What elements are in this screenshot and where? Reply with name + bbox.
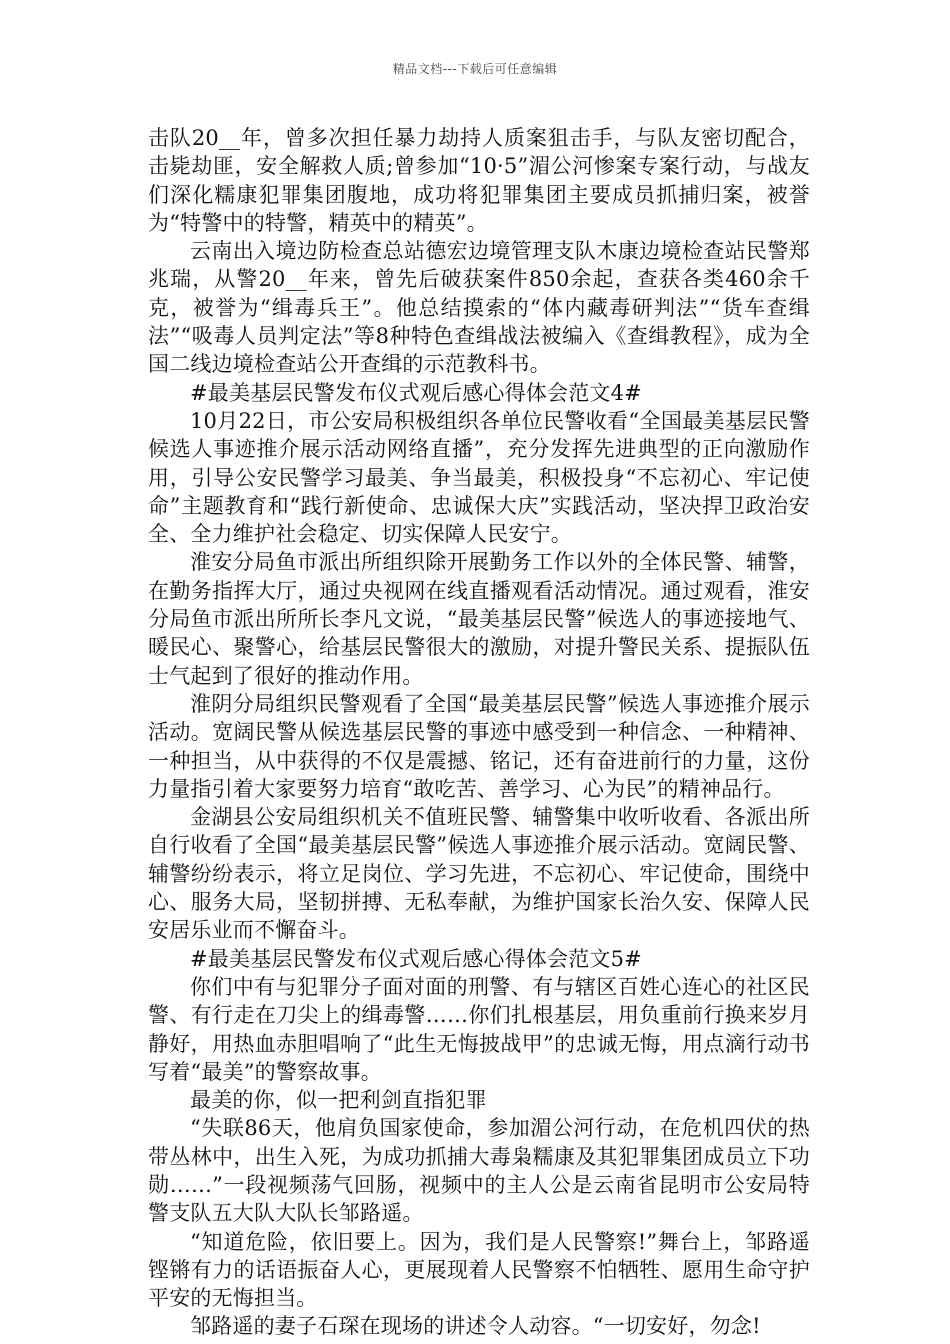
paragraph: 10月22日，市公安局积极组织各单位民警收看“全国最美基层民警候选人事迹推介展示活动网络直播”，充分发挥先进典型的正向激励作用，引导公安民警学习最美、争当最美，积极投身“不忘初心、牢记使命”主题教育和“践行新使命、忠诚保大庆”实践活动，坚决捍卫政治安全、全力维护社会稳定、切实保障人民安宁。: [148, 408, 810, 547]
page-header: 精品文档---下载后可任意编辑: [392, 62, 558, 76]
paragraph: “知道危险，依旧要上。因为，我们是人民警察!”舞台上，邹路遥铿锵有力的话语振奋人心，更展现着人民警察不怕牺牲、愿用生命守护平安的无悔担当。: [148, 1229, 810, 1311]
paragraph: 金湖县公安局组织机关不值班民警、辅警集中收听收看、各派出所自行收看了全国“最美基层民警”候选人事迹推介展示活动。宽阔民警、辅警纷纷表示，将立足岗位、学习先进，不忘初心、牢记使命，围绕中心、服务大局，坚韧拼搏、无私奉献，为维护国家长治久安、保障人民安居乐业而不懈奋斗。: [148, 805, 810, 943]
paragraph: “失联86天，他肩负国家使命，参加湄公河行动，在危机四伏的热带丛林中，出生入死，为成功抓捕大毒枭糯康及其犯罪集团成员立下功勋……”一段视频荡气回肠，视频中的主人公是云南省昆明市公安局特警支队五大队大队长邹路遥。: [148, 1116, 810, 1226]
paragraph: 淮安分局鱼市派出所组织除开展勤务工作以外的全体民警、辅警，在勤务指挥大厅，通过央视网在线直播观看活动情况。通过观看，淮安分局鱼市派出所所长李凡文说，“最美基层民警”候选人的事迹接地气、暖民心、聚警心，给基层民警很大的激励，对提升警民关系、提振队伍士气起到了很好的推动作用。: [148, 550, 810, 688]
document-body: [148, 124, 810, 1341]
paragraph: 淮阴分局组织民警观看了全国“最美基层民警”候选人事迹推介展示活动。宽阔民警从候选基层民警的事迹中感受到一种信念、一种精神、一种担当，从中获得的不仅是震撼、铭记，还有奋进前行的力量，这份力量指引着大家要努力培育“敢吃苦、善学习、心为民”的精神品行。: [148, 691, 810, 801]
section-heading-5: #最美基层民警发布仪式观后感心得体会范文5#: [190, 946, 642, 971]
paragraph-continuation: 击队20__年，曾多次担任暴力劫持人质案狙击手，与队友密切配合，击毙劫匪，安全解救人质;曾参加“10·5”湄公河惨案专案行动，与战友们深化糯康犯罪集团腹地，成功将犯罪集团主要成员抓捕归案，被誉为“特警中的特警，精英中的精英”。: [148, 126, 810, 235]
paragraph-subtitle: 最美的你，似一把利剑直指犯罪: [190, 1088, 487, 1113]
paragraph: 云南出入境边防检查总站德宏边境管理支队木康边境检查站民警郑兆瑞，从警20__年来，曾先后破获案件850余起，查获各类460余千克，被誉为“缉毒兵王”。他总结摸索的“体内藏毒研判法”“货车查缉法”“吸毒人员判定法”等8种特色查缉战法被编入《查缉教程》，成为全国二线边境检查站公开查缉的示范教科书。: [148, 239, 810, 377]
paragraph: 邹路遥的妻子石琛在现场的讲述令人动容。“一切安好，勿念!: [190, 1314, 761, 1339]
paragraph: 你们中有与犯罪分子面对面的刑警、有与辖区百姓心连心的社区民警、有行走在刀尖上的缉毒警……你们扎根基层，用负重前行换来岁月静好，用热血赤胆唱响了“此生无悔披战甲”的忠诚无悔，用点滴行动书写着“最美”的警察故事。: [148, 974, 810, 1084]
section-heading-4: #最美基层民警发布仪式观后感心得体会范文4#: [190, 380, 642, 405]
